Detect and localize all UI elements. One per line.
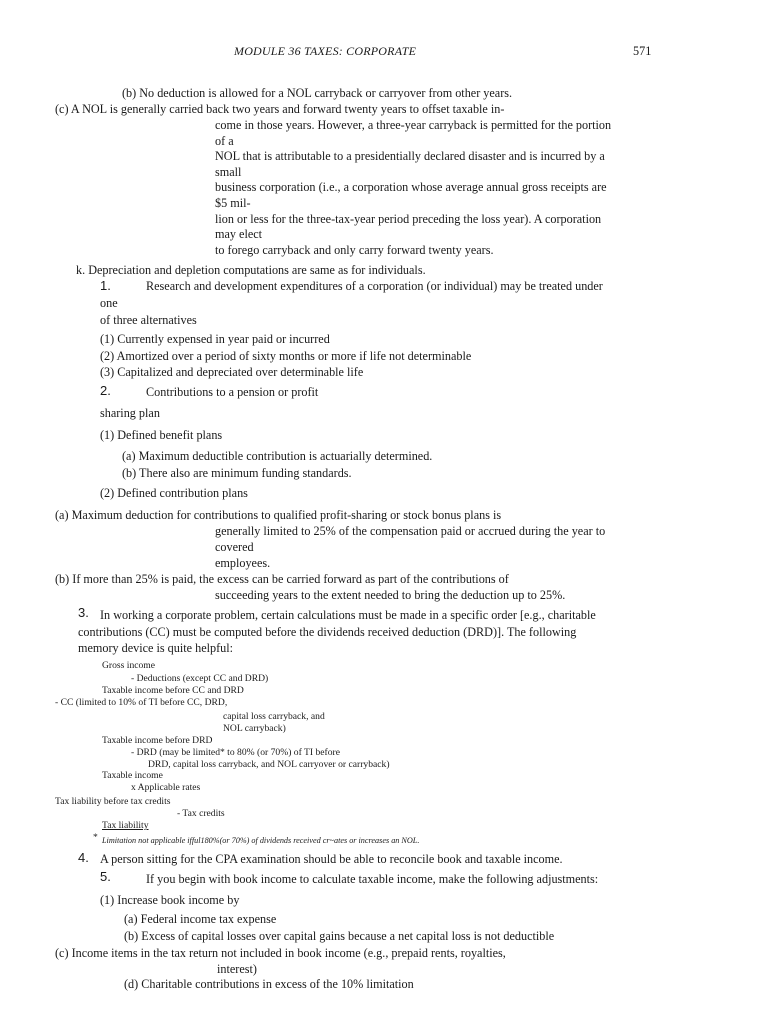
memory-device-line: Taxable income before DRD [102, 735, 213, 746]
text-line: come in those years. However, a three-year carryback is permitted for the portion [215, 118, 612, 132]
text-line: memory device is quite helpful: [78, 641, 234, 655]
text-line: to forego carryback and only carry forward twenty years. [215, 243, 494, 257]
item-number: 3. [78, 605, 89, 620]
text-line: of a [215, 134, 234, 148]
text-line: lion or less for the three-tax-year period preceding the loss year). A corporation [215, 212, 602, 226]
text-line: sharing plan [100, 406, 160, 420]
text-line: one [100, 296, 118, 310]
text-line: (b) Excess of capital losses over capital gains because a net capital loss is not deductible [124, 929, 555, 943]
text-line: covered [215, 540, 254, 554]
text-line: employees. [215, 556, 271, 570]
section-k-heading: k. Depreciation and depletion computations are same as for individuals. [76, 263, 426, 277]
text-line: If you begin with book income to calculate taxable income, make the following adjustments: [146, 872, 599, 886]
text-line: (d) Charitable contributions in excess of the 10% limitation [124, 977, 414, 991]
footnote-text: Limitation not applicable ifful180%(or 70%) of dividends received cr~ates or increases an NOL. [102, 836, 420, 845]
text-line: small [215, 165, 242, 179]
text-line: (2) Defined contribution plans [100, 486, 248, 500]
memory-device-line: capital loss carryback, and [223, 711, 325, 722]
running-header-title: MODULE 36 TAXES: CORPORATE [234, 44, 417, 58]
text-line: (a) Federal income tax expense [124, 912, 277, 926]
text-line: succeeding years to the extent needed to bring the deduction up to 25%. [215, 588, 566, 602]
text-line: Contributions to a pension or profit [146, 385, 319, 399]
text-line: In working a corporate problem, certain calculations must be made in a specific order [e.g., charitable [100, 608, 596, 622]
item-number: 1. [100, 278, 111, 293]
text-line: may elect [215, 227, 263, 241]
text-line: (3) Capitalized and depreciated over determinable life [100, 365, 364, 379]
memory-device-line: - DRD (may be limited* to 80% (or 70%) of TI before [131, 747, 340, 758]
text-line: Research and development expenditures of a corporation (or individual) may be treated under [146, 279, 603, 293]
memory-device-line: Tax liability before tax credits [55, 796, 171, 807]
memory-device-line: NOL carryback) [223, 723, 286, 734]
page-number: 571 [633, 44, 652, 58]
memory-device-line: Taxable income before CC and DRD [102, 685, 244, 696]
text-line: (c) Income items in the tax return not included in book income (e.g., prepaid rents, royalties, [55, 946, 506, 960]
text-line: generally limited to 25% of the compensation paid or accrued during the year to [215, 524, 606, 538]
text-line: $5 mil- [215, 196, 251, 210]
text-line: (c) A NOL is generally carried back two years and forward twenty years to offset taxable in- [55, 102, 505, 116]
text-line: (b) No deduction is allowed for a NOL carryback or carryover from other years. [122, 86, 513, 100]
memory-device-line: Tax liability [102, 820, 149, 831]
memory-device-line: DRD, capital loss carryback, and NOL carryover or carryback) [148, 759, 390, 770]
text-line: (1) Defined benefit plans [100, 428, 223, 442]
text-line: (2) Amortized over a period of sixty months or more if life not determinable [100, 349, 472, 363]
item-number: 2. [100, 383, 111, 398]
text-line: (b) There also are minimum funding standards. [122, 466, 352, 480]
memory-device-line: - CC (limited to 10% of TI before CC, DRD, [55, 697, 228, 708]
memory-device-line: Gross income [102, 660, 156, 671]
text-line: contributions (CC) must be computed before the dividends received deduction (DRD)]. The following [78, 625, 577, 639]
item-number: 4. [78, 850, 89, 865]
memory-device-line: Taxable income [102, 770, 163, 781]
memory-device-line: - Deductions (except CC and DRD) [131, 673, 269, 684]
text-line: (a) Maximum deductible contribution is actuarially determined. [122, 449, 433, 463]
text-line: (a) Maximum deduction for contributions to qualified profit-sharing or stock bonus plans is [55, 508, 502, 522]
item-number: 5. [100, 869, 111, 884]
text-line: A person sitting for the CPA examination should be able to reconcile book and taxable income. [100, 852, 563, 866]
text-line: NOL that is attributable to a presidentially declared disaster and is incurred by a [215, 149, 605, 163]
text-line: interest) [217, 962, 257, 976]
text-line: of three alternatives [100, 313, 197, 327]
footnote-asterisk: * [93, 832, 98, 843]
text-line: (1) Currently expensed in year paid or incurred [100, 332, 330, 346]
text-line: business corporation (i.e., a corporation whose average annual gross receipts are [215, 180, 607, 194]
memory-device-line: x Applicable rates [131, 782, 201, 793]
text-line: (b) If more than 25% is paid, the excess can be carried forward as part of the contributions of [55, 572, 509, 586]
text-line: (1) Increase book income by [100, 893, 240, 907]
memory-device-line: - Tax credits [177, 808, 225, 819]
